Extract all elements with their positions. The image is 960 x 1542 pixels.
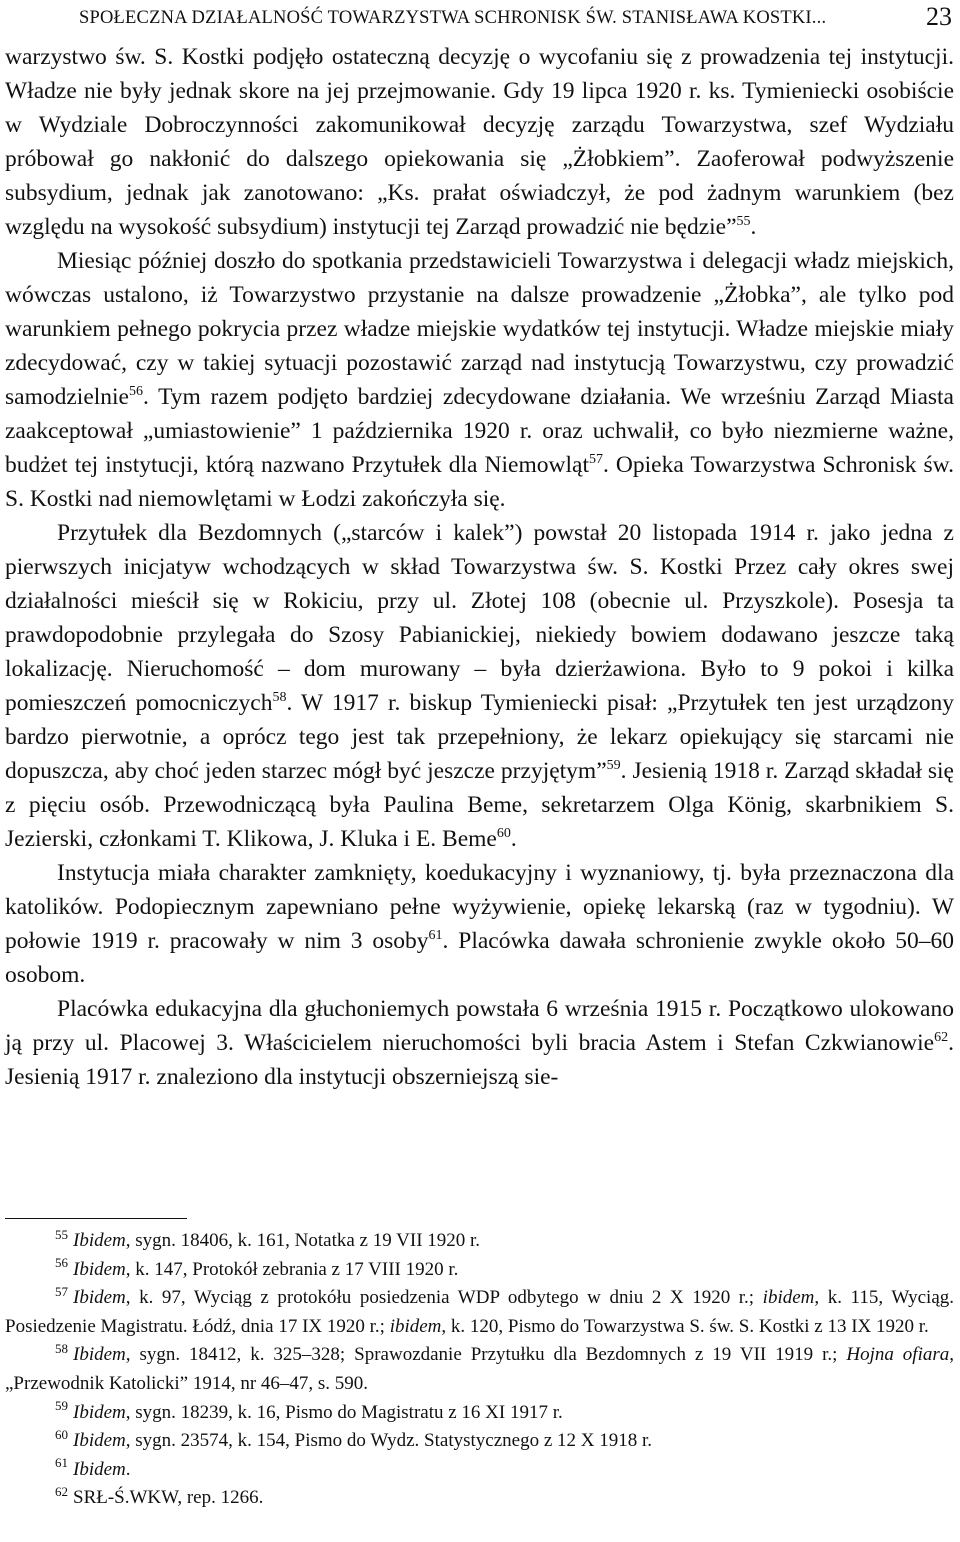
footnote-ref-58: 58: [272, 690, 287, 706]
footnote-number: 62: [55, 1484, 68, 1500]
footnote-text: .: [125, 1458, 131, 1480]
footnote-text: , k. 147, Protokół zebrania z 17 VIII 1920 r.: [125, 1258, 459, 1280]
footnote-italic: Ibidem: [73, 1258, 126, 1280]
paragraph-text: . Placówka dawała schronienie zwykle około 50–60 osobom.: [5, 928, 954, 988]
footnote-61: [5, 1456, 954, 1485]
footnote-ref-56: 56: [128, 384, 143, 400]
footnote-text: , „Przewodnik Katolicki” 1914, nr 46–47, s. 590.: [5, 1344, 955, 1394]
footnote-58: [5, 1341, 954, 1398]
paragraph-text: Przytułek dla Bezdomnych („starców i kalek”) powstał 20 listopada 1914 r. jako jedna z pierwszych inicjatyw wchodzących w skład Towarzystwa św. S. Kostki Przez cały okres swej działalności mieścił się w Rokiciu, przy ul. Złotej 108 (obecnie ul. Przyszkole). Posesja ta prawdopodobnie przylegała do Szosy Pabianickiej, niekiedy bowiem dodawano jeszcze taką lokalizację. Nieruchomość – dom murowany – była dzierżawiona. Było to 9 pokoi i kilka pomieszczeń pomocniczych: [5, 520, 954, 716]
paragraph-text: . Tym razem podjęto bardziej zdecydowane działania. We wrześniu Zarząd Miasta zaakceptował „umiastowienie” 1 października 1920 r. oraz uchwalił, co było niezmierne ważne, budżet tej instytucji, którą nazwano Przytułek dla Niemowląt: [5, 384, 954, 478]
paragraph-text: .: [510, 826, 517, 852]
paragraph-text: .: [750, 214, 757, 240]
footnote-ref-61: 61: [428, 928, 443, 944]
footnote-56: [5, 1256, 954, 1285]
footnote-number: 60: [55, 1426, 68, 1442]
footnote-separator: [5, 1218, 187, 1219]
running-head: SPOŁECZNA DZIAŁALNOŚĆ TOWARZYSTWA SCHRONISK ŚW. STANISŁAWA KOSTKI...: [79, 8, 827, 28]
footnote-text: , k. 120, Pismo do Towarzystwa S. św. S. Kostki z 13 IX 1920 r.: [441, 1315, 929, 1337]
footnote-number: 55: [55, 1226, 68, 1242]
paragraph-text: . W 1917 r. biskup Tymieniecki pisał: „Przytułek ten jest urządzony bardzo pierwotnie, a oprócz tego jest tak przepełniony, że lekarz opiekujący się starcami nie dopuszcza, aby choć jeden starzec mógł być jeszcze przyjętym”: [5, 690, 954, 784]
footnote-59: [5, 1399, 954, 1428]
page-number: 23: [926, 2, 952, 31]
footnotes: [5, 1227, 954, 1513]
paragraph-text: Instytucja miała charakter zamknięty, koedukacyjny i wyznaniowy, tj. była przeznaczona dla katolików. Podopiecznym zapewniano pełne wyżywienie, opiekę lekarską (raz w tygodniu). W połowie 1919 r. pracowały w nim 3 osoby: [5, 860, 954, 954]
footnote-italic: Ibidem: [73, 1458, 126, 1480]
paragraph-text: . Jesienią 1918 r. Zarząd składał się z pięciu osób. Przewodniczącą była Paulina Beme, sekretarzem Olga König, skarbnikiem S. Jezierski, członkami T. Klikowa, J. Kluka i E. Beme: [5, 758, 954, 852]
paragraph-1: [5, 40, 954, 244]
footnote-italic: Ibidem: [73, 1344, 126, 1366]
paragraph-text: Placówka edukacyjna dla głuchoniemych powstała 6 września 1915 r. Początkowo ulokowano ją przy ul. Placowej 3. Właścicielem nieruchomości byli bracia Astem i Stefan Czkwianowie: [5, 996, 954, 1056]
footnote-ref-60: 60: [496, 826, 511, 842]
footnote-italic: Hojna ofiara: [846, 1344, 950, 1366]
footnote-text: , k. 97, Wyciąg z protokółu posiedzenia WDP odbytego w dniu 2 X 1920 r.;: [125, 1287, 763, 1309]
footnote-number: 58: [55, 1341, 68, 1357]
footnote-text: , sygn. 18239, k. 16, Pismo do Magistratu z 16 XI 1917 r.: [125, 1401, 563, 1423]
footnote-italic: ibidem: [389, 1315, 442, 1337]
paragraph-2: [5, 244, 954, 516]
footnote-italic: Ibidem: [73, 1430, 126, 1452]
footnote-number: 57: [55, 1283, 68, 1299]
footnote-text: , sygn. 23574, k. 154, Pismo do Wydz. Statystycznego z 12 X 1918 r.: [125, 1430, 653, 1452]
paragraph-text: Miesiąc później doszło do spotkania przedstawicieli Towarzystwa i delegacji władz miejskich, wówczas ustalono, iż Towarzystwo przystanie na dalsze prowadzenie „Żłobka”, ale tylko pod warunkiem pełnego pokrycia przez władze miejskie wydatków tej instytucji. Władze miejskie miały zdecydować, czy w takiej sytuacji pozostawić zarząd nad instytucją Towarzystwu, czy prowadzić samodzielnie: [5, 248, 954, 410]
paragraph-4: [5, 856, 954, 992]
footnote-62: [5, 1484, 954, 1513]
footnote-60: [5, 1427, 954, 1456]
footnote-number: 59: [55, 1398, 68, 1414]
footnote-57: [5, 1284, 954, 1341]
footnote-text: SRŁ-Ś.WKW, rep. 1266.: [73, 1487, 264, 1509]
body-text: [5, 40, 954, 1094]
footnote-number: 56: [55, 1255, 68, 1271]
footnote-ref-62: 62: [934, 1030, 949, 1046]
paragraph-text: warzystwo św. S. Kostki podjęło ostateczną decyzję o wycofaniu się z prowadzenia tej instytucji. Władze nie były jednak skore na jej przejmowanie. Gdy 19 lipca 1920 r. ks. Tymieniecki osobiście w Wydziale Dobroczynności zakomunikował decyzję zarządu Towarzystwa, szef Wydziału próbował go nakłonić do dalszego opiekowania się „Żłobkiem”. Zaoferował podwyższenie subsydium, jednak jak zanotowano: „Ks. prałat oświadczył, że pod żadnym warunkiem (bez względu na wysokość subsydium) instytucji tej Zarząd prowadzić nie będzie”: [5, 44, 954, 240]
footnote-number: 61: [55, 1455, 68, 1471]
footnote-ref-55: 55: [736, 214, 751, 230]
footnote-italic: Ibidem: [73, 1287, 126, 1309]
footnote-text: , sygn. 18406, k. 161, Notatka z 19 VII 1920 r.: [125, 1230, 481, 1251]
footnote-italic: ibidem: [762, 1287, 815, 1309]
footnote-ref-57: 57: [588, 452, 603, 468]
footnote-text: , sygn. 18412, k. 325–328; Sprawozdanie Przytułku dla Bezdomnych z 19 VII 1919 r.;: [125, 1344, 847, 1366]
page-header: [5, 0, 954, 40]
footnote-italic: Ibidem: [73, 1401, 126, 1423]
paragraph-5: [5, 992, 954, 1094]
footnote-55: [5, 1227, 954, 1256]
paragraph-text: . Jesienią 1917 r. znaleziono dla instytucji obszerniejszą sie-: [5, 1030, 954, 1090]
paragraph-text: . Opieka Towarzystwa Schronisk św. S. Kostki nad niemowlętami w Łodzi zakończyła się.: [5, 452, 954, 512]
footnote-italic: Ibidem: [73, 1230, 126, 1251]
footnote-ref-59: 59: [606, 758, 621, 774]
paragraph-3: [5, 516, 954, 856]
footnote-text: , k. 115, Wyciąg. Posiedzenie Magistratu. Łódź, dnia 17 IX 1920 r.;: [5, 1287, 955, 1337]
